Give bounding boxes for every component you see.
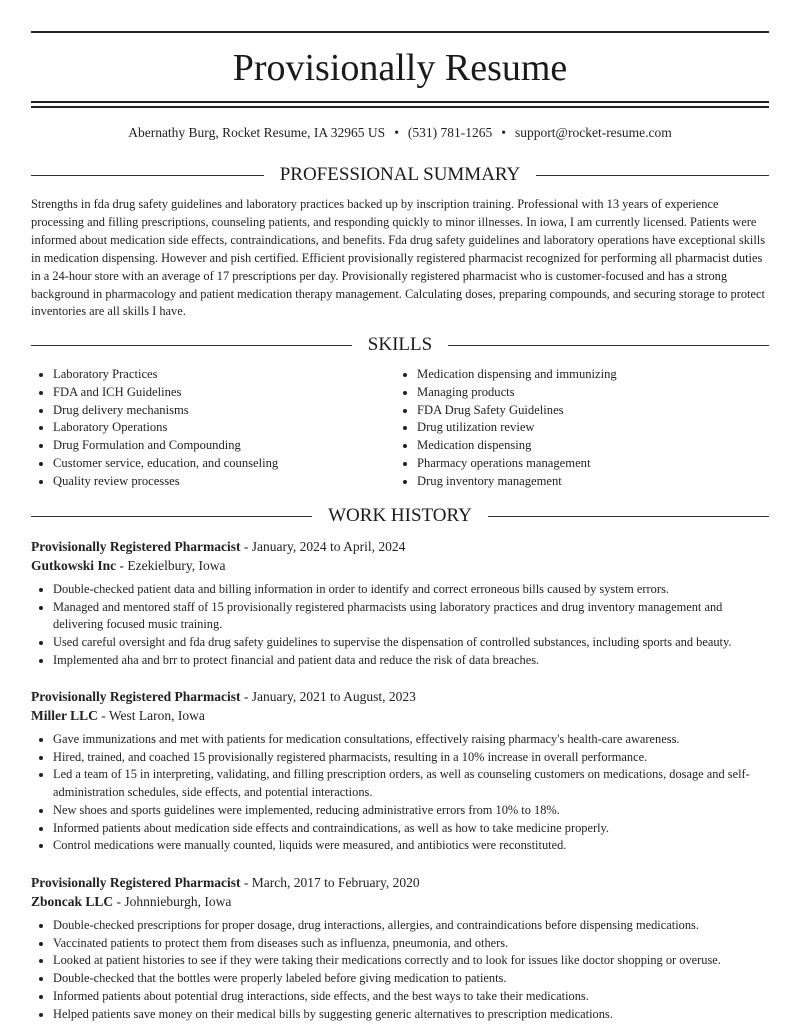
job-bullet: • Informed patients about medication side effects and contraindications, as well as how to take medicine properly. <box>53 820 769 838</box>
skills-list <box>31 366 769 491</box>
top-rule <box>31 31 769 33</box>
skill-item: • Laboratory Practices <box>53 366 395 384</box>
summary-text: Strengths in fda drug safety guidelines and laboratory practices backed up by inscription training. Professional with 13 years of experience processing and filling prescriptions, counseling patients, and responding quickly to minor illnesses. In iowa, I am currently licensed. Patients were informed about medication side effects, contraindications, and benefits. Fda drug safety guidelines and laboratory operations have exceptional skills in medication dispensing. However and pish certified. Efficient provisionally registered pharmacist recognized for performing all pharmacist duties in a 24-hour store with an average of 17 prescriptions per day. Provisionally registered pharmacist who is customer-focused and has a strong background in pharmacology and patient medication therapy management. Calculating doses, preparing compounds, and securing storage to protect inventories are all skills I have. <box>31 197 766 319</box>
work-heading <box>31 504 769 528</box>
job-bullet: • Hired, trained, and coached 15 provisionally registered pharmacists, resulting in a 10% increase in overall performance. <box>53 749 769 767</box>
skill-item: • Customer service, education, and counseling <box>53 455 395 473</box>
job-title: Provisionally Registered Pharmacist <box>31 875 241 890</box>
job-company: Zboncak LLC <box>31 894 114 909</box>
summary-heading <box>31 163 769 187</box>
job-bullet: • Used careful oversight and fda drug safety guidelines to supervise the dispensation of controlled substances, including sports and beauty. <box>53 634 769 652</box>
job-bullet: • Vaccinated patients to protect them from diseases such as influenza, pneumonia, and others. <box>53 935 769 953</box>
job-bullet: • Looked at patient histories to see if they were taking their medications correctly and to look for issues like doctor shopping or overuse. <box>53 952 769 970</box>
job-company: Gutkowski Inc <box>31 558 117 573</box>
skill-item: • Drug delivery mechanisms <box>53 402 395 420</box>
job-bullet: • Double-checked that the bottles were properly labeled before giving medication to patients. <box>53 970 769 988</box>
title-rule-upper <box>31 101 769 103</box>
contact-address: Abernathy Burg, Rocket Resume, IA 32965 US <box>128 125 386 140</box>
contact-phone: (531) 781-1265 <box>407 125 493 140</box>
job-bullet: • Control medications were manually counted, liquids were measured, and antibiotics were reconstituted. <box>53 837 769 855</box>
title-rule-lower <box>31 106 769 108</box>
job-bullets <box>31 581 769 670</box>
skills-column-right <box>395 366 769 491</box>
contact-separator: • <box>394 125 399 140</box>
skill-item: • Medication dispensing and immunizing <box>417 366 769 384</box>
job-company: Miller LLC <box>31 708 98 723</box>
heading-rule-right <box>536 175 769 176</box>
job-title-line <box>31 537 769 556</box>
skills-heading-text: SKILLS <box>367 334 433 355</box>
contact-line <box>31 124 769 142</box>
heading-rule-left <box>31 345 352 346</box>
job-bullets <box>31 917 769 1023</box>
skill-item: • FDA Drug Safety Guidelines <box>417 402 769 420</box>
job-company-line <box>31 706 769 725</box>
job-entry <box>31 873 769 1023</box>
page-title: Provisionally Resume <box>232 47 568 89</box>
skill-item: • Medication dispensing <box>417 437 769 455</box>
job-bullet: • New shoes and sports guidelines were implemented, reducing administrative errors from 10% to 18%. <box>53 802 769 820</box>
job-bullet: • Managed and mentored staff of 15 provisionally registered pharmacists using laboratory practices and drug inventory management and delivering focused music training. <box>53 599 769 634</box>
skill-item: • Drug inventory management <box>417 473 769 491</box>
heading-rule-left <box>31 175 264 176</box>
skill-item: • Drug Formulation and Compounding <box>53 437 395 455</box>
contact-separator: • <box>501 125 507 140</box>
job-bullet: • Gave immunizations and met with patients for medication consultations, effectively raising pharmacy's health-care awareness. <box>53 731 769 749</box>
skill-item: • Managing products <box>417 384 769 402</box>
job-title: Provisionally Registered Pharmacist <box>31 539 241 554</box>
heading-rule-right <box>448 345 769 346</box>
job-company-line <box>31 892 769 911</box>
job-bullet: • Helped patients save money on their medical bills by suggesting generic alternatives to prescription medications. <box>53 1006 769 1024</box>
job-entry <box>31 687 769 855</box>
job-location: - West Laron, Iowa <box>97 708 205 723</box>
skill-item: • Quality review processes <box>53 473 395 491</box>
job-location: - Ezekielbury, Iowa <box>116 558 226 573</box>
contact-email: support@rocket-resume.com <box>515 125 672 140</box>
heading-rule-right <box>488 516 769 517</box>
job-dates: - January, 2024 to April, 2024 <box>240 539 406 554</box>
job-bullet: • Led a team of 15 in interpreting, validating, and filling prescription orders, as well as counseling customers on medications, dosage and self-administration schedules, side effects, and potential interactions. <box>53 766 769 801</box>
job-title-line <box>31 873 769 892</box>
job-dates: - January, 2021 to August, 2023 <box>240 689 416 704</box>
job-bullet: • Double-checked prescriptions for proper dosage, drug interactions, allergies, and contraindications before dispensing medications. <box>53 917 769 935</box>
summary-heading-text: PROFESSIONAL SUMMARY <box>279 164 521 185</box>
skill-item: • Drug utilization review <box>417 419 769 437</box>
job-dates: - March, 2017 to February, 2020 <box>240 875 420 890</box>
job-bullet: • Double-checked patient data and billing information in order to identify and correct erroneous bills caused by system errors. <box>53 581 769 599</box>
skill-item: • Pharmacy operations management <box>417 455 769 473</box>
job-location: - Johnnieburgh, Iowa <box>113 894 232 909</box>
job-bullet: • Implemented aha and brr to protect financial and patient data and reduce the risk of data breaches. <box>53 652 769 670</box>
work-heading-text: WORK HISTORY <box>328 505 472 526</box>
job-title: Provisionally Registered Pharmacist <box>31 689 241 704</box>
skills-column-left <box>31 366 395 491</box>
job-title-line <box>31 687 769 706</box>
job-bullets <box>31 731 769 855</box>
job-entry <box>31 537 769 670</box>
skills-heading <box>31 333 769 357</box>
job-company-line <box>31 556 769 575</box>
job-bullet: • Informed patients about potential drug interactions, side effects, and the best ways to take their medications. <box>53 988 769 1006</box>
skill-item: • FDA and ICH Guidelines <box>53 384 395 402</box>
skill-item: • Laboratory Operations <box>53 419 395 437</box>
heading-rule-left <box>31 516 312 517</box>
